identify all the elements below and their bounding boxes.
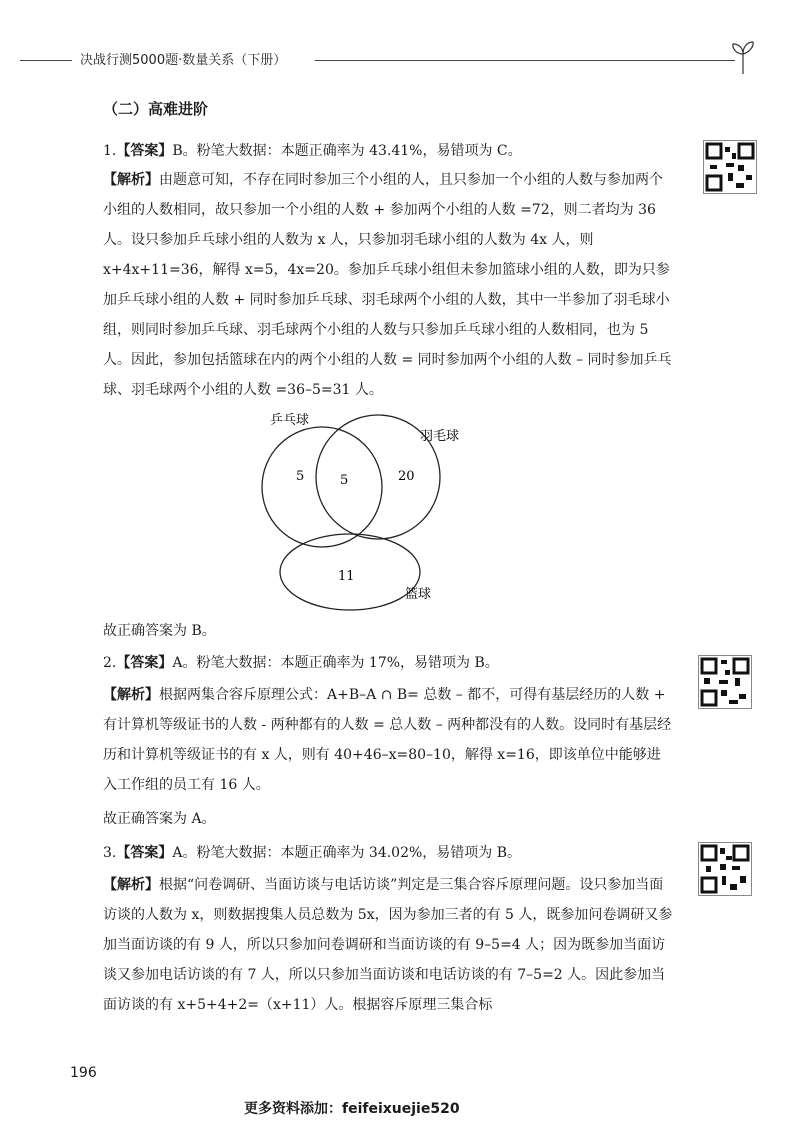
qr-pattern xyxy=(699,656,751,708)
qr-pattern xyxy=(699,843,751,895)
q3-answer-text: A。粉笔大数据：本题正确率为 34.02%，易错项为 B。 xyxy=(172,845,522,861)
sprout-icon xyxy=(730,40,756,74)
venn-circle-pingpong xyxy=(262,427,382,547)
q3-answer-line xyxy=(103,842,521,862)
q1-answer-line xyxy=(103,140,522,160)
q2-analysis-text: 根据两集合容斥原理公式：A+B–A ∩ B= 总数 – 都不，可得有基层经历的人数 + 有计算机等级证书的人数 - 两种都有的人数 = 总人数 – 两种都没有的人数。设同时有基层经历和计算机等级证书的有 x 人，则有 40+46–x=80–10，解得 x=16，即该单位中能够进入工作组的员工有 16 人。 xyxy=(103,687,672,793)
qr-code-q1[interactable] xyxy=(703,140,757,194)
q1-number: 1. xyxy=(103,143,117,159)
q2-number: 2. xyxy=(103,655,117,671)
q3-number: 3. xyxy=(103,845,117,861)
q1-answer-text: B。粉笔大数据：本题正确率为 43.41%，易错项为 C。 xyxy=(172,143,522,159)
running-header-title: 决战行测5000题·数量关系（下册） xyxy=(80,53,287,68)
q3-answer-tag: 【答案】 xyxy=(116,845,173,861)
q2-answer-line xyxy=(103,652,499,672)
venn-value-pingpong-only: 5 xyxy=(296,469,305,484)
venn-value-overlap: 5 xyxy=(340,473,349,488)
q3-analysis xyxy=(103,870,673,1020)
q1-answer-tag: 【答案】 xyxy=(116,143,173,159)
venn-label-basketball: 篮球 xyxy=(405,587,432,602)
venn-diagram xyxy=(260,412,520,612)
q2-analysis-tag: 【解析】 xyxy=(103,687,159,703)
qr-code-q2[interactable] xyxy=(698,655,752,709)
header-rule-left xyxy=(20,60,72,61)
q3-analysis-text: 根据“问卷调研、当面访谈与电话访谈”判定是三集合容斥原理问题。设只参加当面访谈的人数为 x，则数据搜集人员总数为 5x，因为参加三者的有 5 人，既参加问卷调研又参加当面访谈的有 9 人，所以只参加问卷调研和当面访谈的有 9–5=4 人；因为既参加当面访谈又参加电话访谈的有 7 人，所以只参加当面访谈和电话访谈的有 7–5=2 人。因此参加当面访谈的有 x+5+4+2=（x+11）人。根据容斥原理三集合标 xyxy=(103,877,673,1013)
venn-value-basketball: 11 xyxy=(338,569,355,584)
q1-analysis-text: 由题意可知，不存在同时参加三个小组的人，且只参加一个小组的人数与参加两个小组的人数相同，故只参加一个小组的人数 + 参加两个小组的人数 =72，则二者均为 36 人。设只参加乒乓球小组的人数为 x 人，只参加羽毛球小组的人数为 4x 人，则 x+4x+11=36，解得 x=5，4x=20。参加乒乓球小组但未参加篮球小组的人数，即为只参加乒乓球小组的人数 + 同时参加乒乓球、羽毛球两个小组的人数，其中一半参加了羽毛球小组，则同时参加乒乓球、羽毛球两个小组的人数与只参加乒乓球小组的人数相同，也为 5 人。因此，参加包括篮球在内的两个小组的人数 = 同时参加两个小组的人数 – 同时参加乒乓球、羽毛球两个小组的人数 =36–5=31 人。 xyxy=(103,172,672,398)
q2-answer-tag: 【答案】 xyxy=(116,655,173,671)
q2-conclusion: 故正确答案为 A。 xyxy=(103,811,216,827)
section-title: （二）高难进阶 xyxy=(103,100,209,118)
qr-code-q3[interactable] xyxy=(698,842,752,896)
header-rule-right xyxy=(315,60,735,61)
footer-promo: 更多资料添加：feifeixuejie520 xyxy=(244,1101,460,1117)
page-number: 196 xyxy=(70,1065,97,1081)
qr-pattern xyxy=(704,141,756,193)
q1-analysis-tag: 【解析】 xyxy=(103,172,159,188)
q3-analysis-tag: 【解析】 xyxy=(103,877,159,893)
venn-label-pingpong: 乒乓球 xyxy=(270,413,310,428)
q1-conclusion: 故正确答案为 B。 xyxy=(103,623,216,639)
venn-value-badminton-only: 20 xyxy=(398,469,415,484)
q2-answer-text: A。粉笔大数据：本题正确率为 17%，易错项为 B。 xyxy=(172,655,499,671)
q2-analysis xyxy=(103,680,673,800)
venn-label-badminton: 羽毛球 xyxy=(420,429,460,444)
q1-analysis xyxy=(103,165,673,405)
